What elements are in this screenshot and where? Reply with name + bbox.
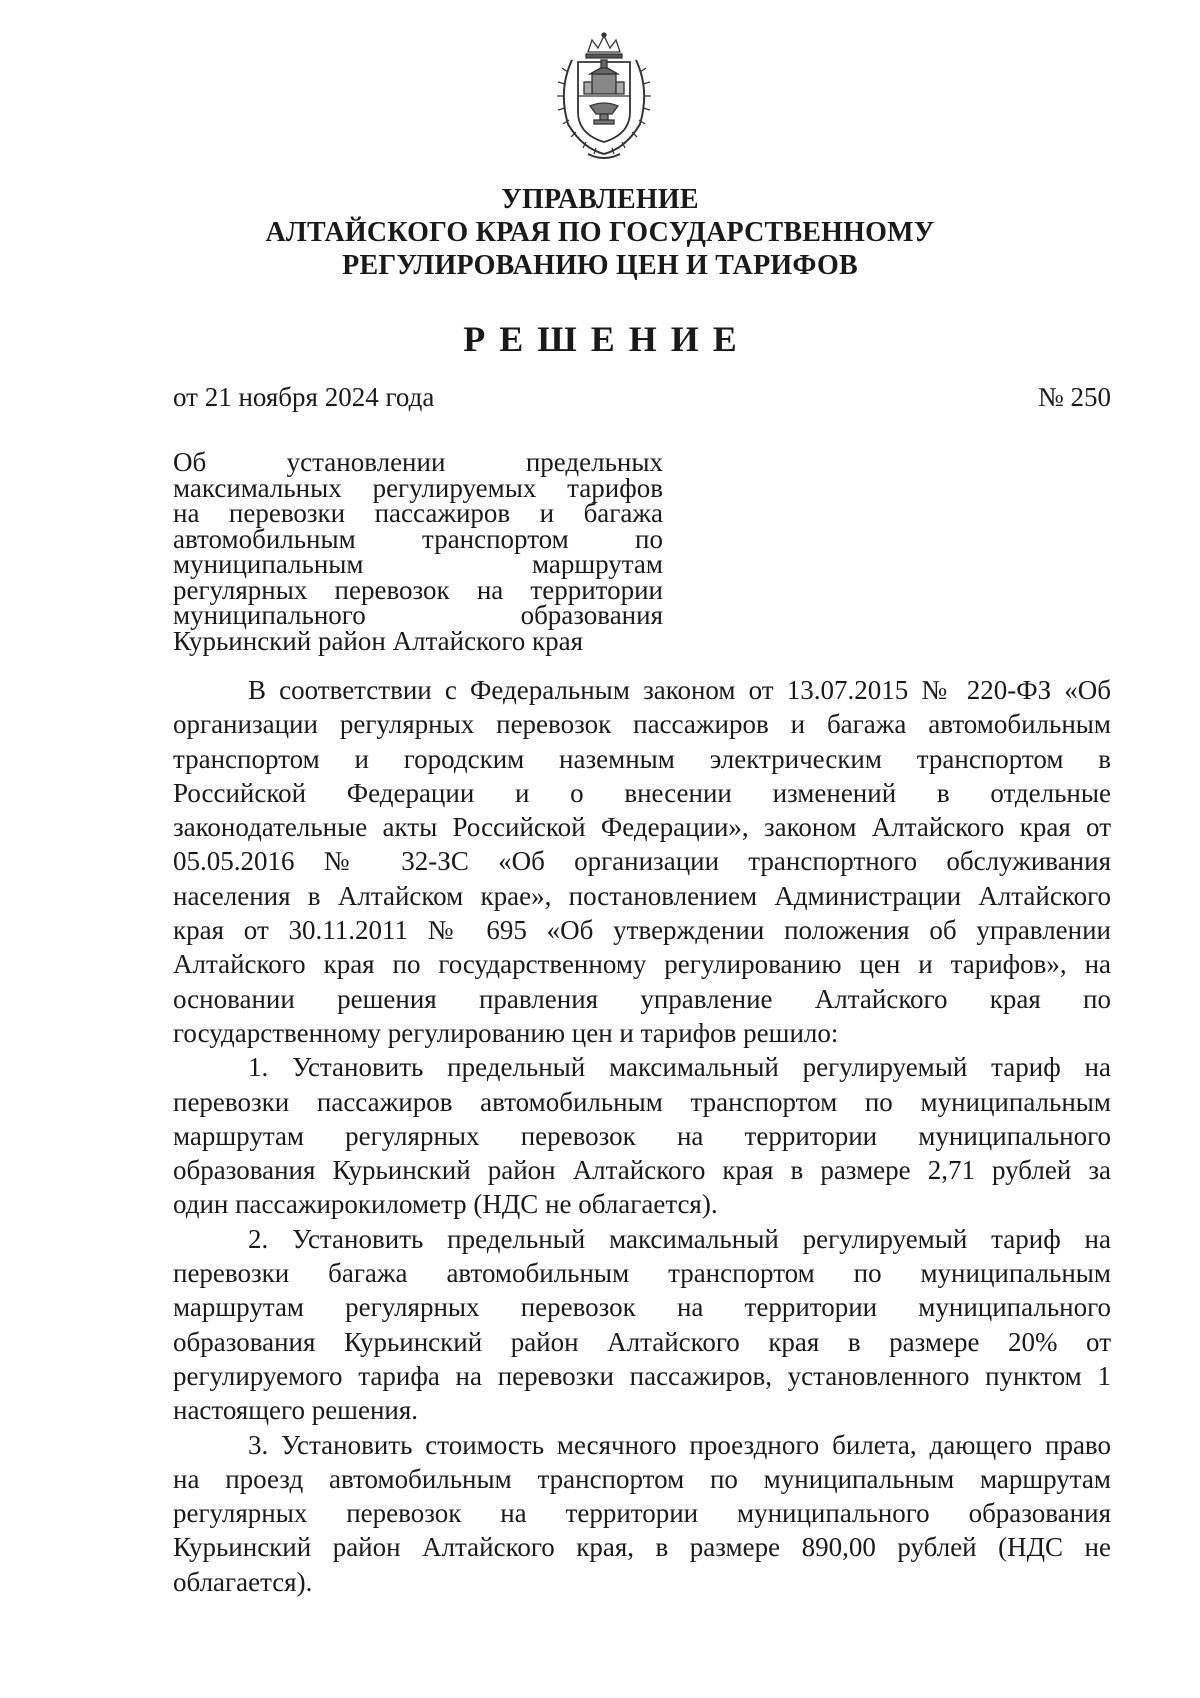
subject-line: максимальных регулируемых тарифов <box>173 472 663 503</box>
org-line-2: АЛТАЙСКОГО КРАЯ ПО ГОСУДАРСТВЕННОМУ <box>265 217 935 248</box>
body-line: перевозки пассажиров автомобильным транспортом по муниципальным <box>173 1086 1111 1117</box>
body-line: настоящего решения. <box>173 1395 419 1426</box>
body-line: В соответствии с Федеральным законом от 13.07.2015 № 220-ФЗ «Об <box>248 675 1111 705</box>
body-line: 05.05.2016 № 32-ЗС «Об организации транспортного обслуживания <box>173 846 1111 877</box>
subject-line: муниципальным маршрутам <box>173 549 663 579</box>
body-line: 1. Установить предельный максимальный регулируемый тариф на <box>248 1052 1111 1083</box>
document-body <box>173 673 1111 1599</box>
subject-line: муниципального образования <box>173 600 663 630</box>
organization-header <box>0 183 1200 282</box>
subject-line: автомобильным транспортом по <box>173 523 663 554</box>
body-line: образования Курьинский район Алтайского края в размере 20% от <box>173 1326 1111 1357</box>
body-line: государственному регулированию цен и тарифов решило: <box>173 1017 839 1048</box>
body-line: 2. Установить предельный максимальный регулируемый тариф на <box>248 1223 1111 1254</box>
body-line: организации регулярных перевозок пассажиров и багажа автомобильным <box>173 709 1111 740</box>
subject-line: Об установлении предельных <box>173 447 663 477</box>
subject-line: Курьинский район Алтайского края <box>173 625 584 656</box>
body-line: края от 30.11.2011 № 695 «Об утверждении положения об управлении <box>173 915 1111 946</box>
document-number: № 250 <box>1037 382 1111 412</box>
body-paragraph <box>173 1050 1111 1221</box>
body-line: облагается). <box>173 1566 313 1597</box>
body-paragraph <box>173 1222 1111 1428</box>
body-line: Курьинский район Алтайского края, в размере 890,00 рублей (НДС не <box>173 1532 1111 1563</box>
coat-of-arms-emblem <box>548 30 660 162</box>
body-line: регулируемого тарифа на перевозки пассажиров, установленного пунктом 1 <box>173 1360 1111 1391</box>
body-line: образования Курьинский район Алтайского края в размере 2,71 рублей за <box>173 1155 1111 1186</box>
document-type-title: РЕШЕНИЕ <box>463 319 751 359</box>
subject-line: регулярных перевозок на территории <box>173 574 663 605</box>
body-line: маршрутам регулярных перевозок на территории муниципального <box>173 1292 1111 1323</box>
body-line: 3. Установить стоимость месячного проездного билета, дающего право <box>248 1429 1111 1460</box>
body-line: законодательные акты Российской Федерации», законом Алтайского края от <box>173 812 1111 843</box>
org-line-1: УПРАВЛЕНИЕ <box>501 184 699 215</box>
body-line: Российской Федерации и о внесении изменений в отдельные <box>173 777 1111 808</box>
body-line: один пассажирокилометр (НДС не облагается). <box>173 1189 718 1220</box>
body-line: перевозки багажа автомобильным транспортом по муниципальным <box>173 1258 1111 1289</box>
body-line: населения в Алтайском крае», постановлением Администрации Алтайского <box>173 880 1111 911</box>
org-line-3: РЕГУЛИРОВАНИЮ ЦЕН И ТАРИФОВ <box>342 250 858 281</box>
body-line: регулярных перевозок на территории муниципального образования <box>173 1498 1111 1529</box>
body-paragraph <box>173 1428 1111 1599</box>
body-line: основании решения правления управление Алтайского края по <box>173 983 1111 1014</box>
document-subject <box>173 447 663 656</box>
body-line: маршрутам регулярных перевозок на территории муниципального <box>173 1120 1111 1151</box>
body-line: на проезд автомобильным транспортом по муниципальным маршрутам <box>173 1463 1111 1494</box>
body-line: транспортом и городским наземным электрическим транспортом в <box>173 743 1111 774</box>
subject-line: на перевозки пассажиров и багажа <box>173 498 663 528</box>
body-line: Алтайского края по государственному регулированию цен и тарифов», на <box>173 949 1111 980</box>
date-number-line <box>173 382 1111 413</box>
body-paragraph <box>173 673 1111 1050</box>
document-date: от 21 ноября 2024 года <box>173 382 435 412</box>
